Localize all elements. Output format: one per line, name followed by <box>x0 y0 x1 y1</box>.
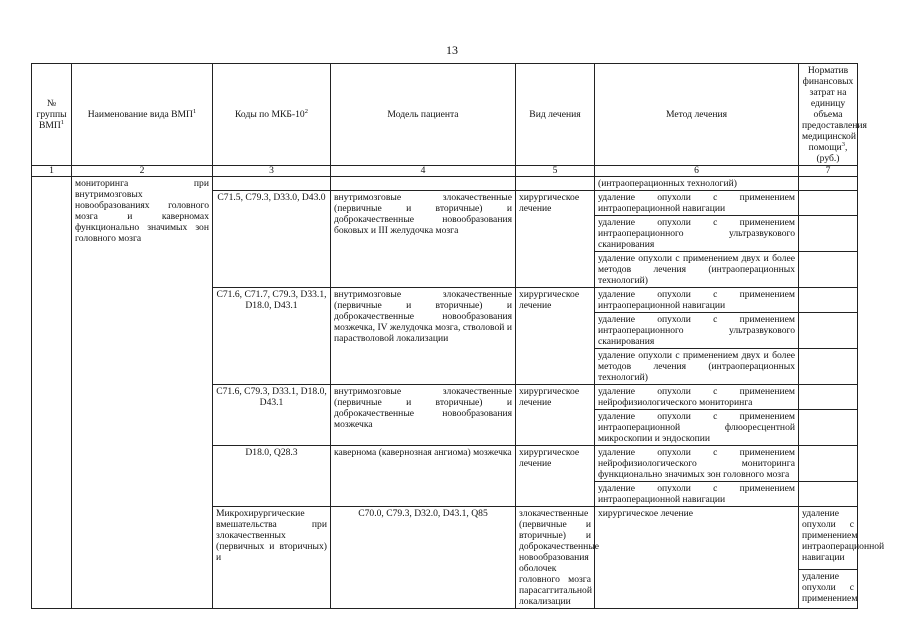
codes-cell <box>213 177 331 191</box>
method-cell: удаление опухоли с применением интраоперационной навигации <box>595 288 799 313</box>
method-cell: удаление опухоли с применением интраоперационной навигации <box>799 507 858 570</box>
method-cell: (интраоперационных технологий) <box>595 177 799 191</box>
codes-cell: C70.0, C79.3, D32.0, D43.1, Q85 <box>331 507 516 609</box>
column-index-row <box>32 166 858 177</box>
model-cell <box>331 177 516 191</box>
method-cell: удаление опухоли с применением <box>799 569 858 608</box>
method-cell: удаление опухоли с применением нейрофизиологического мониторинга <box>595 385 799 410</box>
column-index: 4 <box>331 166 516 177</box>
header-group-number: № группы ВМП$^1$ <box>32 64 72 166</box>
norm-cell <box>799 410 858 446</box>
norm-cell <box>799 252 858 288</box>
method-cell: удаление опухоли с применением интраоперационной флюоресцентной микроскопии и эндоскопии <box>595 410 799 446</box>
method-cell: удаление опухоли с применением двух и более методов лечения (интраоперационных технологий) <box>595 349 799 385</box>
model-cell: злокачественные (первичные и вторичные) и доброкачественные новообразования оболочек головного мозга парасаггитальной локализации <box>516 507 595 609</box>
column-index: 5 <box>516 166 595 177</box>
group-number-cell <box>32 177 72 609</box>
norm-cell <box>799 313 858 349</box>
norm-cell <box>799 177 858 191</box>
column-index: 2 <box>72 166 213 177</box>
column-index: 6 <box>595 166 799 177</box>
header-financial-norm: Норматив финансовых затрат на единицу объема предоставления медицинской помощи$^3$, (руб.) <box>799 64 858 166</box>
treatment-cell: хирургическое лечение <box>516 446 595 507</box>
method-cell: удаление опухоли с применением интраоперационного ультразвукового сканирования <box>595 216 799 252</box>
header-treatment-method: Метод лечения <box>595 64 799 166</box>
method-cell: удаление опухоли с применением двух и более методов лечения (интраоперационных технологий) <box>595 252 799 288</box>
norm-cell <box>799 216 858 252</box>
method-cell: удаление опухоли с применением интраоперационного ультразвукового сканирования <box>595 313 799 349</box>
header-vmp-name: Наименование вида ВМП$^1$ <box>72 64 213 166</box>
model-cell: кавернома (кавернозная ангиома) мозжечка <box>331 446 516 507</box>
column-index: 3 <box>213 166 331 177</box>
method-cell: удаление опухоли с применением нейрофизиологического мониторинга функционально значимых зон головного мозга <box>595 446 799 482</box>
treatment-cell: хирургическое лечение <box>516 191 595 288</box>
header-row <box>32 64 858 166</box>
codes-cell: C71.6, C71.7, C79.3, D33.1, D18.0, D43.1 <box>213 288 331 385</box>
vmp-name-cell: Микрохирургические вмешательства при злокачественных (первичных и вторичных) и <box>213 507 331 609</box>
norm-cell <box>799 446 858 482</box>
vmp-name-cell: мониторинга при внутримозговых новообразованиях головного мозга и каверномах функционально значимых зон головного мозга <box>72 177 213 609</box>
treatment-cell: хирургическое лечение <box>516 288 595 385</box>
treatment-cell: хирургическое лечение <box>516 385 595 446</box>
codes-cell: C71.6, C79.3, D33.1, D18.0, D43.1 <box>213 385 331 446</box>
codes-cell: D18.0, Q28.3 <box>213 446 331 507</box>
norm-cell <box>799 385 858 410</box>
header-icd-codes: Коды по МКБ-$10^2$ <box>213 64 331 166</box>
model-cell: внутримозговые злокачественные (первичные и вторичные) и доброкачественные новообразования боковых и III желудочка мозга <box>331 191 516 288</box>
table-row <box>32 177 858 191</box>
norm-cell <box>799 288 858 313</box>
method-cell: удаление опухоли с применением интраоперационной навигации <box>595 482 799 507</box>
codes-cell: C71.5, C79.3, D33.0, D43.0 <box>213 191 331 288</box>
page-number: 13 <box>446 43 458 57</box>
model-cell: внутримозговые злокачественные (первичные и вторичные) и доброкачественные новообразования мозжечка <box>331 385 516 446</box>
header-treatment-type: Вид лечения <box>516 64 595 166</box>
norm-cell <box>799 349 858 385</box>
column-index: 1 <box>32 166 72 177</box>
norm-cell <box>799 482 858 507</box>
header-patient-model: Модель пациента <box>331 64 516 166</box>
model-cell: внутримозговые злокачественные (первичные и вторичные) и доброкачественные новообразования мозжечка, IV желудочка мозга, стволовой и парастволовой локализации <box>331 288 516 385</box>
treatment-cell: хирургическое лечение <box>595 507 799 609</box>
treatment-cell <box>516 177 595 191</box>
vmp-table <box>31 63 885 609</box>
method-cell: удаление опухоли с применением интраоперационной навигации <box>595 191 799 216</box>
column-index: 7 <box>799 166 858 177</box>
norm-cell <box>799 191 858 216</box>
